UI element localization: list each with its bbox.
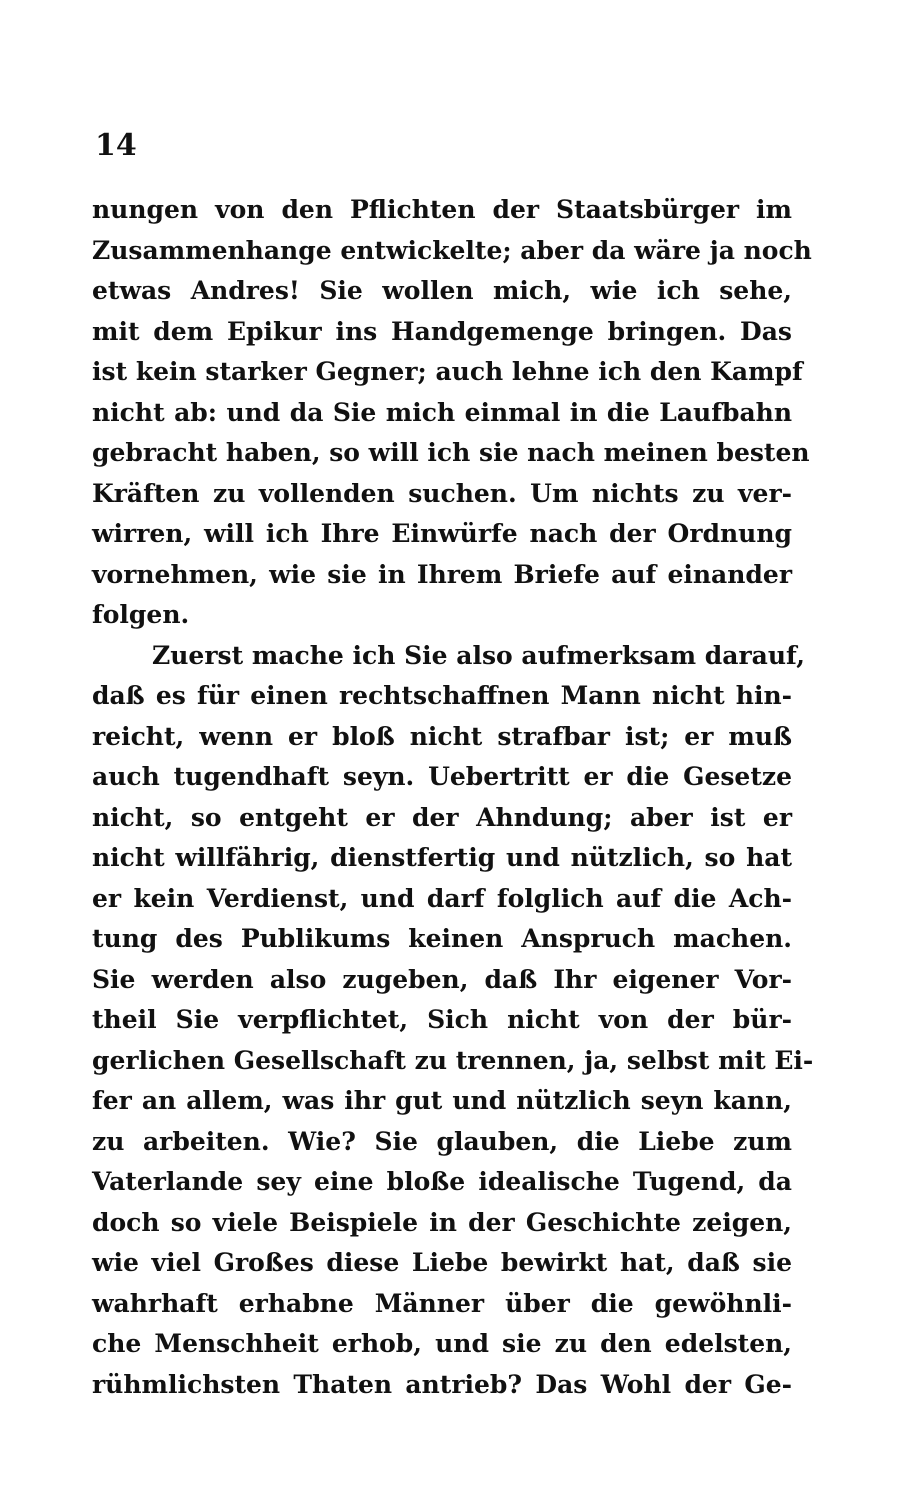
text-line: zu arbeiten. Wie? Sie glauben, die Liebe zum	[92, 1126, 792, 1156]
text-line: reicht, wenn er bloß nicht strafbar ist; er muß	[92, 721, 792, 751]
text-line: Zusammenhange entwickelte; aber da wäre ja noch	[92, 235, 812, 265]
text-line: er kein Verdienst, und darf folglich auf die Ach-	[92, 883, 792, 913]
text-line: nicht ab: und da Sie mich einmal in die Laufbahn	[92, 397, 792, 427]
text-line: wie viel Großes diese Liebe bewirkt hat, daß sie	[92, 1248, 792, 1277]
text-line: gebracht haben, so will ich sie nach meinen besten	[92, 438, 810, 467]
paragraph-1	[92, 190, 812, 636]
page-number: 14	[95, 128, 137, 163]
text-line: Kräften zu vollenden suchen. Um nichts zu ver-	[92, 478, 792, 508]
text-line: Vaterlande sey eine bloße idealische Tugend, da	[92, 1167, 792, 1196]
text-line: vornehmen, wie sie in Ihrem Briefe auf einander	[92, 559, 792, 589]
body-text	[92, 190, 814, 1405]
text-line: tung des Publikums keinen Anspruch machen.	[92, 924, 792, 953]
text-line: rühmlichsten Thaten antrieb? Das Wohl der Ge-	[92, 1369, 792, 1399]
text-line: che Menschheit erhob, und sie zu den edelsten,	[92, 1329, 792, 1358]
text-line: nungen von den Pflichten der Staatsbürger im	[92, 195, 792, 224]
text-line: nicht willfährig, dienstfertig und nützlich, so hat	[92, 843, 792, 872]
text-line: nicht, so entgeht er der Ahndung; aber ist er	[92, 802, 792, 832]
text-line: wirren, will ich Ihre Einwürfe nach der Ordnung	[92, 519, 792, 548]
text-line: theil Sie verpflichtet, Sich nicht von der bür-	[92, 1005, 792, 1034]
text-line: daß es für einen rechtschaffnen Mann nicht hin-	[92, 681, 792, 710]
text-line: mit dem Epikur ins Handgemenge bringen. Das	[92, 316, 792, 346]
text-line: folgen.	[92, 600, 190, 629]
text-line: Sie werden also zugeben, daß Ihr eigener Vor-	[92, 964, 792, 994]
text-line: doch so viele Beispiele in der Geschichte zeigen,	[92, 1207, 792, 1237]
paragraph-2	[92, 636, 814, 1406]
text-line: wahrhaft erhabne Männer über die gewöhnli-	[92, 1288, 792, 1318]
text-line: etwas Andres! Sie wollen mich, wie ich sehe,	[92, 276, 792, 305]
text-line: fer an allem, was ihr gut und nützlich seyn kann,	[92, 1086, 792, 1115]
text-line: auch tugendhaft seyn. Uebertritt er die Gesetze	[92, 762, 792, 791]
text-line: Zuerst mache ich Sie also aufmerksam darauf,	[152, 640, 805, 670]
text-line: gerlichen Gesellschaft zu trennen, ja, selbst mit Ei-	[92, 1045, 814, 1075]
text-line: ist kein starker Gegner; auch lehne ich den Kampf	[92, 357, 803, 386]
